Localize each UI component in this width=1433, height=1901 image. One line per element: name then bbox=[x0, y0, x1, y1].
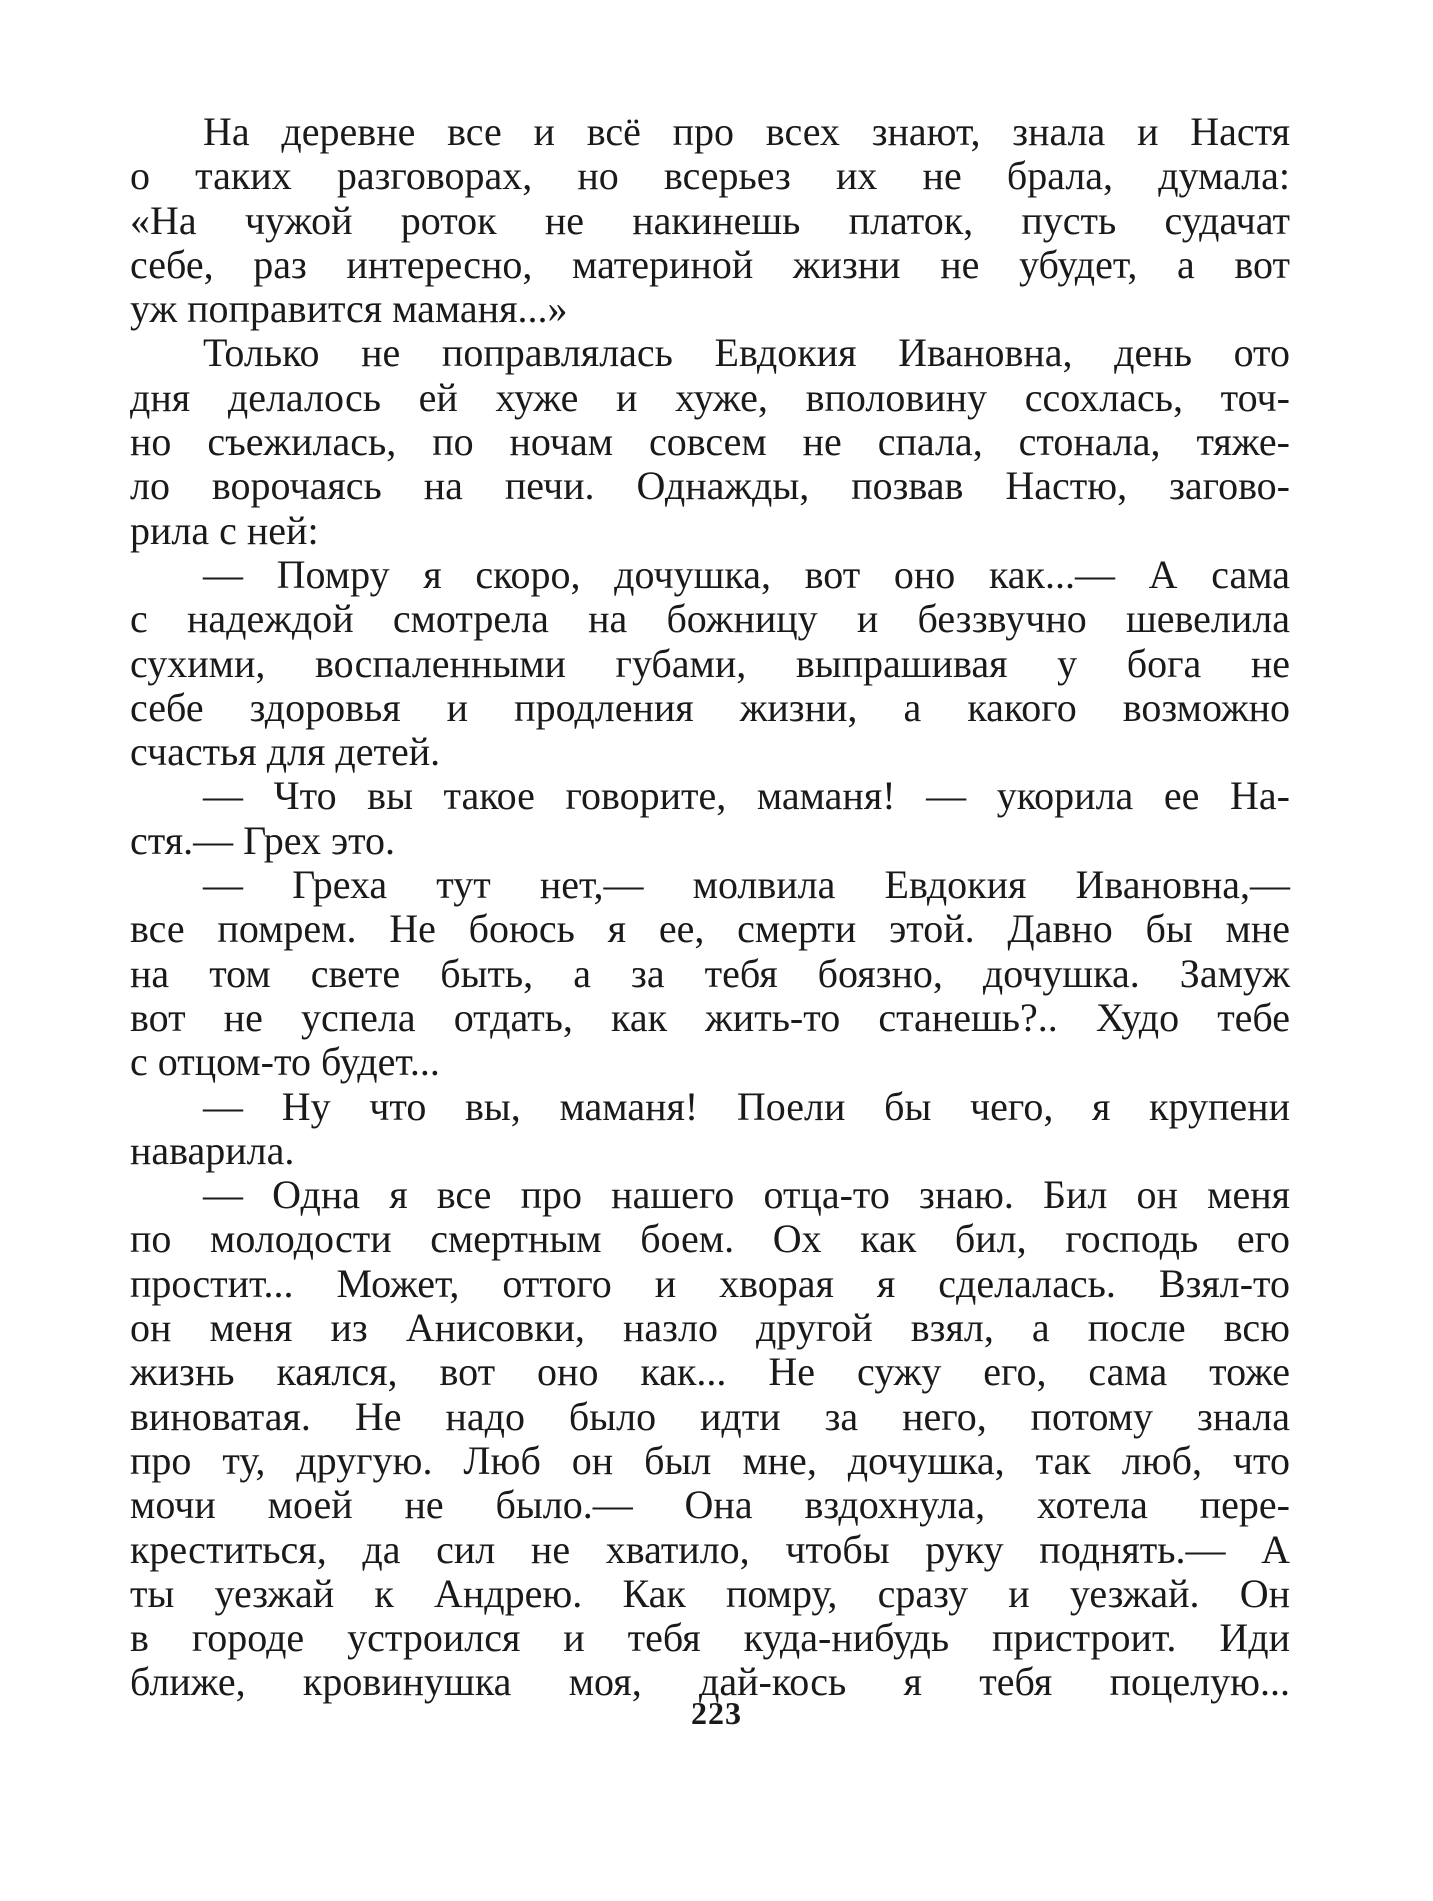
text-line: На деревне все и всё про всех знают, знала и Настя bbox=[203, 109, 1290, 154]
text-line: жизнь каялся, вот оно как... Не сужу его, сама тоже bbox=[130, 1349, 1290, 1395]
text-line: — Ну что вы, маманя! Поели бы чего, я крупени bbox=[203, 1083, 1290, 1129]
text-line: на том свете быть, а за тебя боязно, дочушка. Замуж bbox=[130, 950, 1290, 996]
page-text bbox=[130, 110, 1290, 1705]
text-line: себе здоровья и продления жизни, а какого возможно bbox=[130, 684, 1290, 730]
text-line: о таких разговорах, но всерьез их не брала, думала: bbox=[130, 153, 1290, 199]
text-line: по молодости смертным боем. Ох как бил, господь его bbox=[130, 1216, 1290, 1262]
text-line: себе, раз интересно, материной жизни не убудет, а вот bbox=[130, 241, 1290, 287]
text-line: — Помру я скоро, дочушка, вот оно как...— А сама bbox=[203, 551, 1290, 597]
text-line: стя.— Грех это. bbox=[130, 817, 396, 863]
text-line: с отцом-то будет... bbox=[130, 1039, 440, 1085]
text-line: ты уезжай к Андрею. Как помру, сразу и уезжай. Он bbox=[130, 1570, 1290, 1616]
text-line: рила с ней: bbox=[130, 507, 319, 553]
text-line: простит... Может, оттого и хворая я сделалась. Взял-то bbox=[130, 1260, 1290, 1306]
text-line: — Одна я все про нашего отца-то знаю. Бил он меня bbox=[203, 1172, 1290, 1218]
text-line: про ту, другую. Люб он был мне, дочушка, так люб, что bbox=[130, 1437, 1290, 1483]
text-line: «На чужой роток не накинешь платок, пусть судачат bbox=[130, 197, 1290, 243]
text-line: креститься, да сил не хватило, чтобы руку поднять.— А bbox=[130, 1526, 1290, 1572]
page-number: 223 bbox=[691, 1695, 742, 1731]
text-line: Только не поправлялась Евдокия Ивановна, день ото bbox=[203, 330, 1290, 376]
text-line: — Греха тут нет,— молвила Евдокия Ивановна,— bbox=[203, 862, 1290, 908]
text-line: в городе устроился и тебя куда-нибудь пристроит. Иди bbox=[130, 1615, 1290, 1661]
text-line: дня делалось ей хуже и хуже, вполовину ссохлась, точ- bbox=[130, 374, 1290, 420]
text-line: — Что вы такое говорите, маманя! — укорила ее На- bbox=[203, 773, 1290, 819]
text-line: наварила. bbox=[130, 1127, 295, 1173]
text-line: с надеждой смотрела на божницу и беззвучно шевелила bbox=[130, 596, 1290, 642]
text-line: мочи моей не было.— Она вздохнула, хотела пере- bbox=[130, 1482, 1290, 1528]
text-line: ло ворочаясь на печи. Однажды, позвав Настю, загово- bbox=[130, 463, 1290, 509]
text-line: но съежилась, по ночам совсем не спала, стонала, тяже- bbox=[130, 419, 1290, 465]
text-line: вот не успела отдать, как жить-то станешь?.. Худо тебе bbox=[130, 994, 1290, 1040]
text-line: уж поправится маманя...» bbox=[130, 286, 568, 332]
text-line: все помрем. Не боюсь я ее, смерти этой. Давно бы мне bbox=[130, 906, 1290, 952]
text-line: сухими, воспаленными губами, выпрашивая у бога не bbox=[130, 640, 1290, 686]
text-line: он меня из Анисовки, назло другой взял, а после всю bbox=[130, 1305, 1290, 1351]
text-line: виноватая. Не надо было идти за него, потому знала bbox=[130, 1393, 1290, 1439]
text-line: счастья для детей. bbox=[130, 729, 441, 775]
text-line: ближе, кровинушка моя, дай-кось я тебя поцелую... bbox=[130, 1659, 1290, 1705]
